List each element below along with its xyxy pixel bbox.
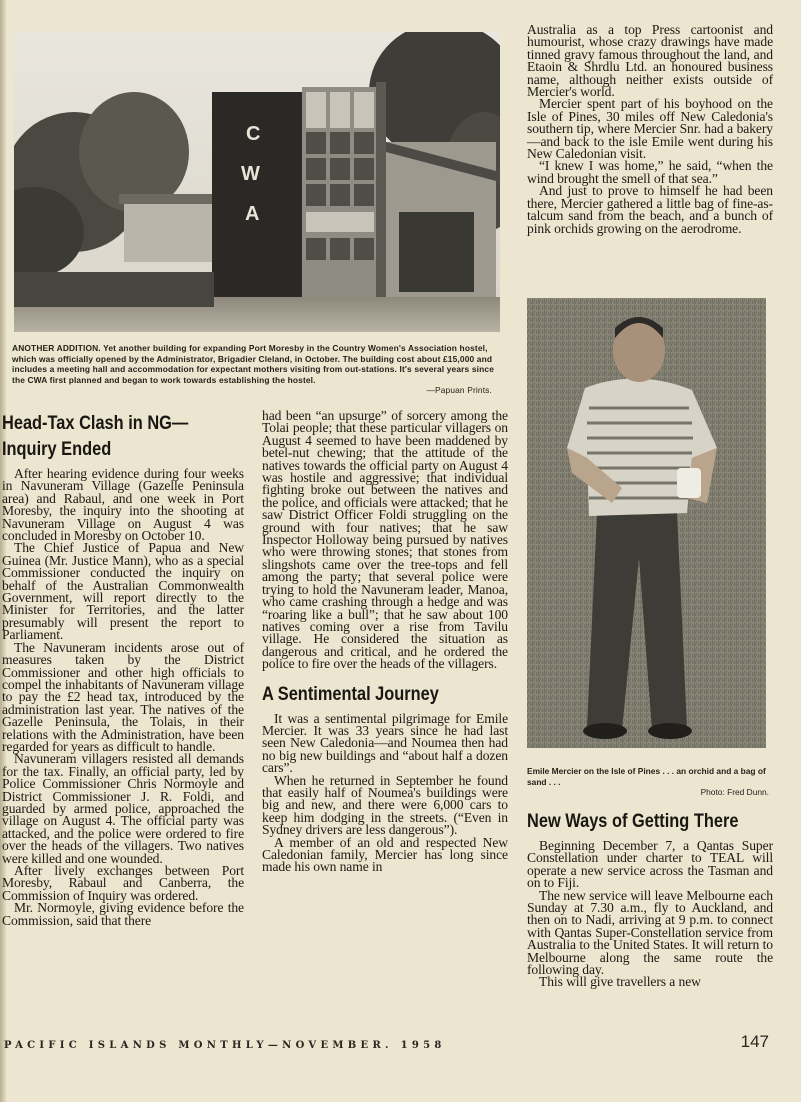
column-2 [262,410,508,874]
article1-paragraph-5: After lively exchanges between Port Moresby, Rabaul and Canberra, the Commission of Inquiry was ordered. [2,863,244,903]
article1-paragraph-6: Mr. Normoyle, giving evidence before the Commission, said that there [2,900,244,928]
article1-paragraph-4: Navuneram villagers resisted all demands for the tax. Finally, an official party, led by Police Commissioner Chris Normoyle and District Commissioner J. R. Foldi, and guarded by armed police, approached the village on August 4. The official party was attacked, and the police were ordered to fire over the heads of the villagers. Two natives were killed and one wounded. [2,751,244,866]
article1-continuation: had been “an upsurge” of sorcery among the Tolai people; that these particular villagers on August 4 seemed to have been maddened by betel-nut chewing; that the attitude of the natives towards the official party on August 4 was hostile and aggressive; that individual fighting broke out between the natives and the police, and officials were attacked; that he saw District Officer Foldi struggling on the ground with four natives; that he saw Inspector Holloway being pursued by natives who were throwing stones; that stones from slingshots came over the tree-tops and fell among the party; that several police were trying to hold the Navuneram leader, Manoa, who came crashing through a hedge and was “roaring like a bull”; that he saw about 100 natives coming over a rise from Tavilu village. He considered the situation as dangerous and critical, and he ordered the police to fire over the heads of the villagers. [262,408,508,672]
article1-paragraph-2: The Chief Justice of Papua and New Guinea (Mr. Justice Mann), who as a special Commissioner conducted the inquiry on behalf of the Australian Commonwealth Government, will report directly to the Minister for Territories, and the latter presumably will present the report to Parliament. [2,540,244,643]
cwa-caption-text: ANOTHER ADDITION. Yet another building for expanding Port Moresby in the Country Women's Association hostel, which was officially opened by the Administrator, Brigadier Cleland, in October. The building cost about £15,000 and includes a meeting hall and accommodation for expectant mothers visiting from out-stations. It's several years since the CWA first planned and began to work towards establishing the hostel. [12,343,495,385]
page-footer [0,1032,801,1056]
mercier-photo-credit: Photo: Fred Dunn. [700,787,769,798]
column-1 [2,410,244,927]
article1-paragraph-3: The Navuneram incidents arose out of measures taken by the District Commissioner and other high officials to compel the inhabitants of Navuneram village to pay the £2 head tax, introduced by the administration last year. The natives of the Gazelle Peninsula, the Tolais, in their relations with the Administration, have been regarded for years as difficult to handle. [2,639,244,754]
headline-new-ways: New Ways of Getting There [527,810,739,832]
headline-sentimental-journey: A Sentimental Journey [262,682,439,705]
article2-continuation-1: Australia as a top Press cartoonist and humourist, whose crazy drawings have made tinned gravy famous throughout the land, and Etaoin & Shrdlu Ltd. an honoured business name, although neither exists outside of Mercier's world. [527,22,773,100]
article1-paragraph-1: After hearing evidence during four weeks in Navuneram Village (Gazelle Peninsula area) and Rabaul, and one week in Port Moresby, the inquiry into the shooting at Navuneram Village on August 4 was concluded in Moresby on October 10. [2,466,244,544]
article3-paragraph-3: This will give travellers a new [539,974,701,990]
sign-letter-a: A [245,203,260,225]
article2-paragraph-2: When he returned in September he found that easily half of Noumea's buildings were big and new, and there were 6,000 cars to keep him dodging in the streets. (“Even in Sydney drivers are less dangerous”). [262,772,508,838]
emile-mercier-photo [527,298,766,748]
article2-paragraph-1: It was a sentimental pilgrimage for Emile Mercier. It was 33 years since he had last seen New Caledonia—and Noumea then had no big new buildings and “about half a dozen cars”. [262,710,508,776]
article3-paragraph-2: The new service will leave Melbourne each Sunday at 7.30 a.m., fly to Auckland, and then on to Nadi, arriving at 9 p.m. to connect with Qantas Super-Constellation service from Australia to the United States. It will return to Melbourne along the same route the following day. [527,887,773,978]
mercier-photo-caption [527,766,769,798]
article2-paragraph-3: A member of an old and respected New Caledonian family, Mercier has long since made his own name in [262,834,508,875]
article2-continuation-4: And just to prove to himself he had been there, Mercier gathered a little bag of fine-as-talcum sand from the beach, and a bunch of pink orchids growing on the aerodrome. [527,183,773,236]
article2-continuation-3: “I knew I was home,” he said, “when the wind brought the smell of that sea.” [527,158,773,186]
cwa-building-photo [14,32,500,332]
cwa-photo-caption [12,343,502,396]
mercier-caption-text: Emile Mercier on the Isle of Pines . . . an orchid and a bag of sand . . . [527,766,766,787]
column-3-top [527,24,773,235]
sign-letter-w: W [241,163,260,185]
running-title: PACIFIC ISLANDS MONTHLY—NOVEMBER. 1958 [4,1040,446,1051]
page-number: 147 [740,1032,769,1051]
article3-paragraph-1: Beginning December 7, a Qantas Super Constellation under charter to TEAL will operate a new service across the Tasman and on to Fiji. [527,838,773,891]
column-3-bottom [527,808,773,989]
headline-head-tax: Head-Tax Clash in NG— Inquiry Ended [2,412,189,460]
article2-continuation-2: Mercier spent part of his boyhood on the Isle of Pines, 30 miles off New Caledonia's southern tip, where Mercier Snr. had a bakery—and back to the isle Emile went during his New Caledonian visit. [527,96,773,162]
sign-letter-c: C [246,123,261,145]
cwa-photo-credit: —Papuan Prints. [426,385,492,396]
